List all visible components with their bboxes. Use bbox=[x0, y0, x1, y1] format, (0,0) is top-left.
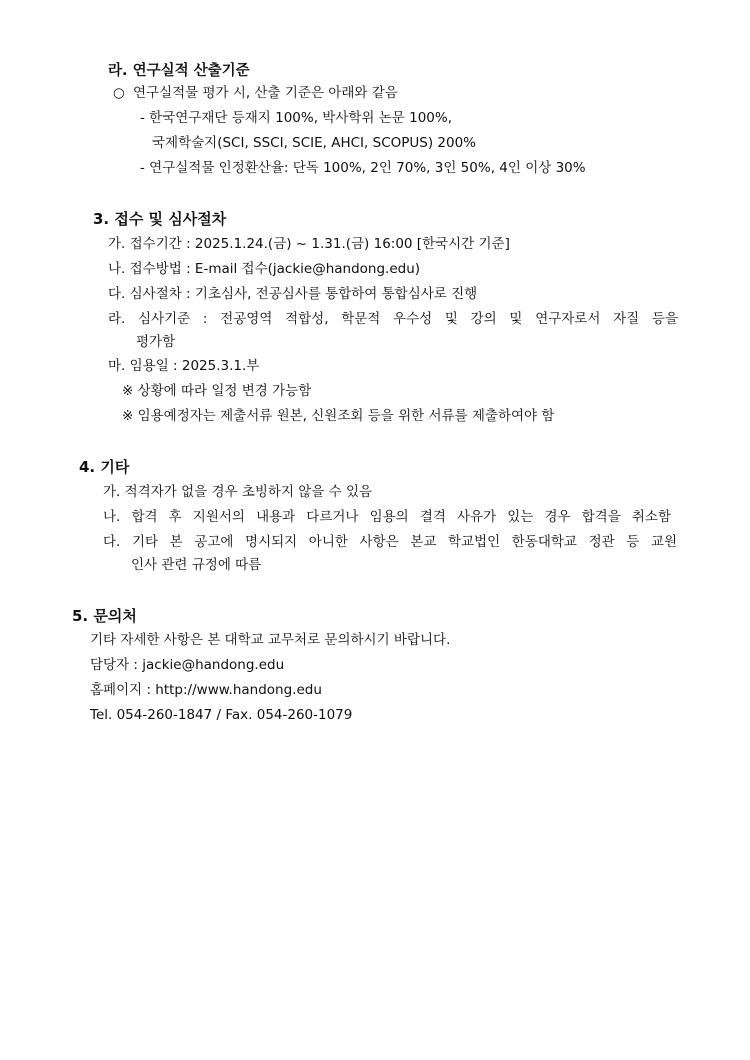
research-criteria-item1-line2: 국제학술지(SCI, SSCI, SCIE, AHCI, SCOPUS) 200% bbox=[152, 135, 476, 151]
research-criteria-heading: 라. 연구실적 산출기준 bbox=[108, 63, 250, 79]
section4-heading: 4. 기타 bbox=[79, 458, 130, 476]
research-criteria-intro: 연구실적물 평가 시, 산출 기준은 아래와 같음 bbox=[133, 85, 398, 101]
research-criteria-item2: - 연구실적물 인정환산율: 단독 100%, 2인 70%, 3인 50%, 4인 이상 30% bbox=[140, 160, 586, 176]
section5-heading: 5. 문의처 bbox=[72, 607, 137, 625]
section5-intro: 기타 자세한 사항은 본 대학교 교무처로 문의하시기 바랍니다. bbox=[90, 632, 451, 648]
section3-item-ra-line1: 라. 심사기준 : 전공영역 적합성, 학문적 우수성 및 강의 및 연구자로서 자질 등을 bbox=[108, 311, 678, 327]
homepage-url: 홈페이지 : http://www.handong.edu bbox=[90, 682, 322, 698]
research-criteria-item1-line1: - 한국연구재단 등재지 100%, 박사학위 논문 100%, bbox=[140, 110, 453, 126]
section3-item-ma: 마. 임용일 : 2025.3.1.부 bbox=[108, 358, 260, 374]
phone-fax: Tel. 054-260-1847 / Fax. 054-260-1079 bbox=[90, 707, 353, 723]
section3-item-na: 나. 접수방법 : E-mail 접수(jackie@handong.edu) bbox=[108, 261, 421, 277]
section4-item-ga: 가. 적격자가 없을 경우 초빙하지 않을 수 있음 bbox=[103, 484, 373, 500]
section4-item-na: 나. 합격 후 지원서의 내용과 다르거나 임용의 결격 사유가 있는 경우 합격을 취소함 bbox=[103, 509, 671, 525]
section3-item-ra-line2: 평가함 bbox=[136, 334, 176, 350]
circle-bullet-icon: ○ bbox=[113, 85, 125, 101]
section3-note2: ※ 임용예정자는 제출서류 원본, 신원조회 등을 위한 서류를 제출하여야 함 bbox=[122, 408, 555, 424]
section4-item-da-line2: 인사 관련 규정에 따름 bbox=[131, 557, 262, 573]
section3-heading: 3. 접수 및 심사절차 bbox=[93, 210, 227, 228]
section4-item-da-line1: 다. 기타 본 공고에 명시되지 아니한 사항은 본교 학교법인 한동대학교 정관 등 교원 bbox=[103, 534, 677, 550]
section3-note1: ※ 상황에 따라 일정 변경 가능함 bbox=[122, 383, 312, 399]
contact-person: 담당자 : jackie@handong.edu bbox=[90, 657, 285, 673]
section3-item-da: 다. 심사절차 : 기초심사, 전공심사를 통합하여 통합심사로 진행 bbox=[108, 286, 478, 302]
section3-item-ga: 가. 접수기간 : 2025.1.24.(금) ~ 1.31.(금) 16:00 [한국시간 기준] bbox=[108, 236, 510, 252]
